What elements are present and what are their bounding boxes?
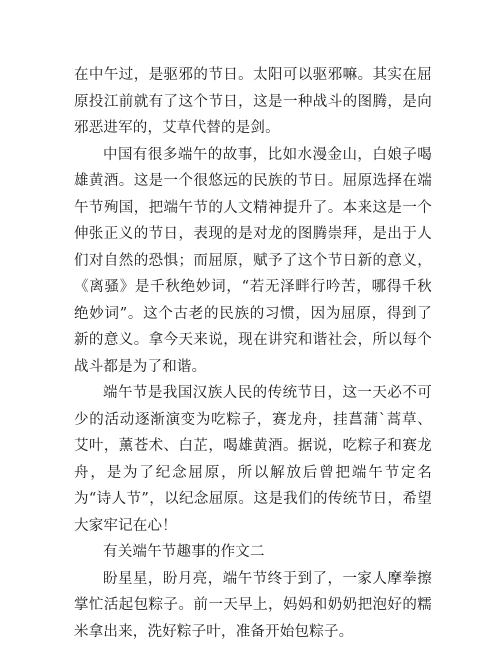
section-heading: 有关端午节趣事的作文二 (74, 539, 432, 566)
paragraph-5: 盼星星，盼月亮，端午节终于到了，一家人摩拳擦掌忙活起包粽子。前一天早上，妈妈和奶奶把泡好的糯米拿出来，洗好粽子叶，准备开始包粽子。 (74, 566, 432, 645)
paragraph-3: 端午节是我国汉族人民的传统节日，这一天必不可少的活动逐渐演变为吃粽子，赛龙舟，挂菖蒲`蒿草、艾叶，薰苍术、白芷，喝雄黄酒。据说，吃粽子和赛龙舟，是为了纪念屈原，所以解放后曾把端午节定名为“诗人节”，以纪念屈原。这是我们的传统节日，希望大家牢记在心！ (74, 380, 432, 539)
paragraph-2: 中国有很多端午的故事，比如水漫金山，白娘子喝雄黄酒。这是一个很悠远的民族的节日。屈原选择在端午节殉国，把端午节的人文精神提升了。本来这是一个伸张正义的节日，表现的是对龙的图腾崇拜，是出于人们对自然的恐惧；而屈原，赋予了这个节日新的意义，《离骚》是千秋绝妙词，“若无泽畔行吟苦，哪得千秋绝妙词”。这个古老的民族的习惯，因为屈原，得到了新的意义。拿今天来说，现在讲究和谐社会，所以每个战斗都是为了和谐。 (74, 142, 432, 381)
paragraph-1: 在中午过，是驱邪的节日。太阳可以驱邪嘛。其实在屈原投江前就有了这个节日，这是一种战斗的图腾，是向邪恶进军的，艾草代替的是剑。 (74, 62, 432, 142)
